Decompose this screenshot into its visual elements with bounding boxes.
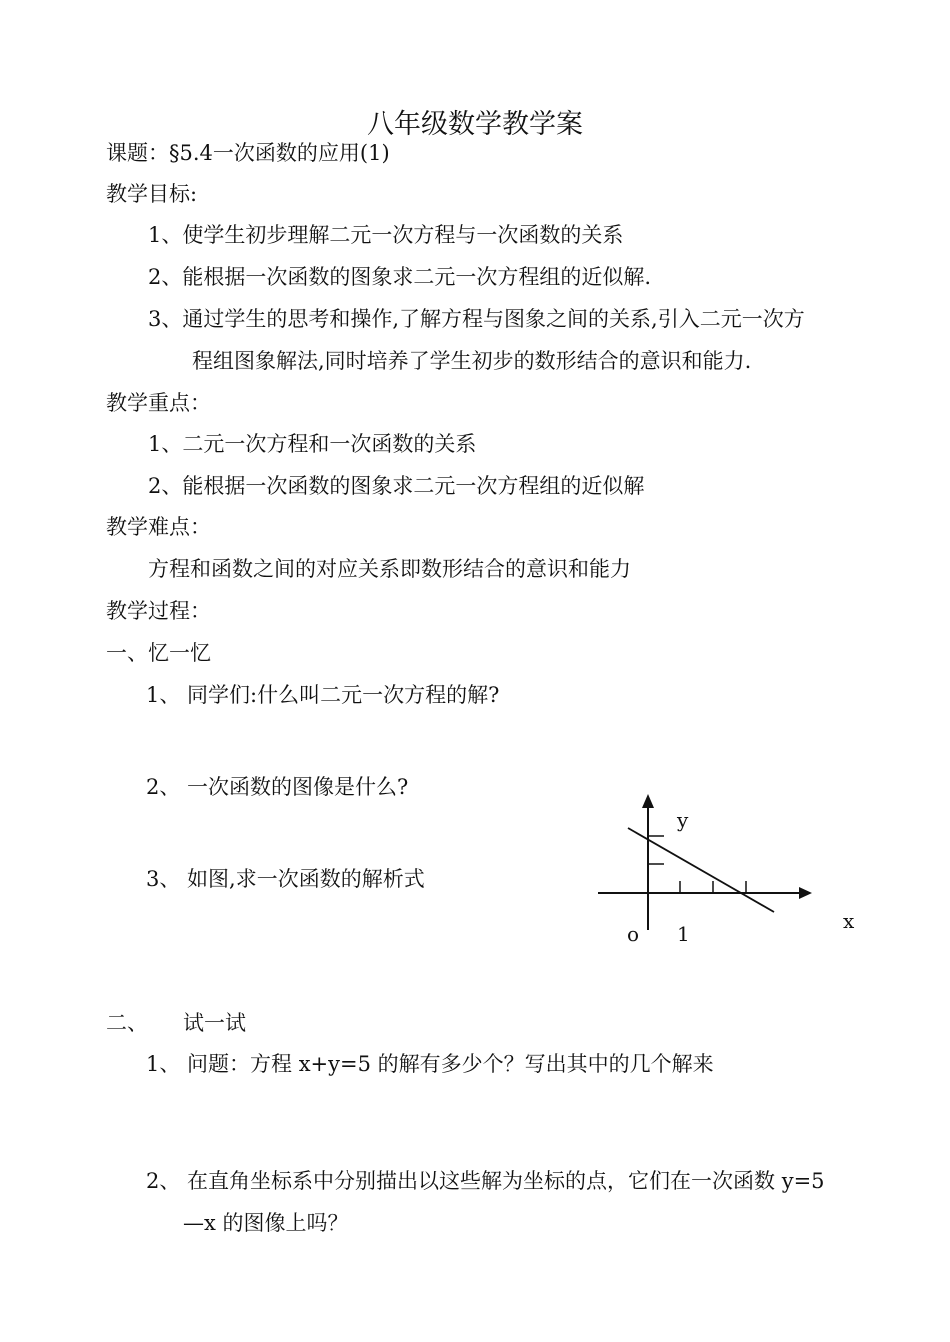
section1-item-1: 1、 同学们:什么叫二元一次方程的解?	[146, 683, 500, 707]
origin-label: o	[627, 922, 640, 946]
y-axis-arrow	[642, 794, 654, 808]
x-axis-arrow	[799, 887, 812, 899]
key-point-item-1: 1、二元一次方程和一次函数的关系	[148, 432, 477, 456]
process-heading: 教学过程：	[106, 599, 211, 623]
key-point-item-2: 2、能根据一次函数的图象求二元一次方程组的近似解	[148, 474, 645, 498]
page-title: 八年级数学教学案	[367, 109, 583, 140]
section2-heading-text: 试一试	[183, 1011, 246, 1035]
x-axis-label: x	[843, 909, 855, 933]
y-axis-label: y	[677, 808, 689, 832]
section1-item-2: 2、 一次函数的图像是什么?	[146, 775, 409, 799]
objective-item-2: 2、能根据一次函数的图象求二元一次方程组的近似解.	[148, 265, 652, 289]
section2-item-1: 1、 问题：方程 x+y=5 的解有多少个？写出其中的几个解来	[146, 1052, 714, 1076]
function-line	[628, 828, 774, 912]
section2-heading-number: 二、	[106, 1011, 148, 1035]
section2-item-2-continued: —x 的图像上吗？	[183, 1211, 349, 1235]
section2-item-2: 2、 在直角坐标系中分别描出以这些解为坐标的点，它们在一次函数 y=5	[146, 1169, 825, 1193]
difficulty-heading: 教学难点：	[106, 515, 211, 539]
objective-item-1: 1、使学生初步理解二元一次方程与一次函数的关系	[148, 223, 624, 247]
section1-heading: 一、忆一忆	[106, 641, 211, 665]
objective-item-3: 3、通过学生的思考和操作,了解方程与图象之间的关系,引入二元一次方	[148, 307, 805, 331]
unit-label: 1	[677, 922, 690, 946]
section1-item-3: 3、 如图,求一次函数的解析式	[146, 867, 425, 891]
topic-line: 课题：§5.4一次函数的应用(1)	[106, 141, 390, 165]
objectives-heading: 教学目标:	[106, 182, 198, 206]
difficulty-text: 方程和函数之间的对应关系即数形结合的意识和能力	[148, 557, 631, 581]
objective-item-3-continued: 程组图象解法,同时培养了学生初步的数形结合的意识和能力.	[192, 349, 752, 373]
function-graph-figure	[590, 788, 870, 948]
key-points-heading: 教学重点：	[106, 391, 211, 415]
